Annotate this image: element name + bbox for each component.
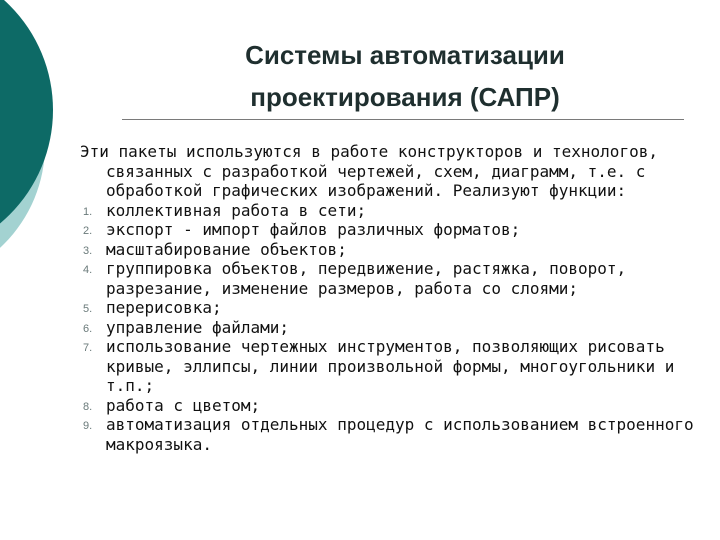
list-number: 1.: [83, 205, 93, 218]
title-line-2: проектирования (САПР): [250, 82, 560, 112]
list-item-text: управление файлами;: [106, 317, 290, 337]
list-number: 5.: [83, 303, 93, 315]
list-item-text: использование чертежных инструментов, позволяющих рисовать кривые, эллипсы, линии произвольной формы, многоугольники и т.п.;: [106, 337, 675, 395]
list-item: [80, 298, 710, 318]
list-number: 8.: [83, 400, 93, 413]
slide-title: [110, 34, 700, 118]
list-item-text: работа с цветом;: [106, 395, 261, 415]
list-item: [80, 220, 710, 240]
list-item-text: масштабирование объектов;: [106, 239, 347, 259]
list-item: [80, 259, 710, 298]
title-line-1: Системы автоматизации: [245, 40, 565, 70]
list-number: 7.: [83, 342, 93, 354]
intro-paragraph: Эти пакеты используются в работе конструкторов и технологов, связанных с разработкой чертежей, схем, диаграмм, т.е. с обработкой графических изображений. Реализуют функции:: [80, 142, 658, 200]
list-number: 6.: [83, 322, 93, 335]
decorative-circles: [0, 0, 80, 290]
functions-list: [80, 201, 710, 455]
list-item: [80, 318, 710, 338]
list-number: 9.: [83, 420, 93, 432]
list-item: [80, 240, 710, 260]
list-item-text: экспорт - импорт файлов различных форматов;: [106, 220, 521, 239]
list-item: [80, 201, 710, 221]
list-item-text: группировка объектов, передвижение, растяжка, поворот, разрезание, изменение размеров, работа со слоями;: [106, 259, 627, 298]
list-item-text: перерисовка;: [106, 298, 222, 317]
list-item-text: коллективная работа в сети;: [106, 200, 367, 220]
title-divider: [122, 119, 684, 120]
list-item: [80, 396, 710, 416]
slide-body: [80, 142, 710, 454]
list-number: 3.: [83, 244, 93, 257]
list-item: [80, 415, 710, 454]
list-item: [80, 337, 710, 396]
list-item-text: автоматизация отдельных процедур с использованием встроенного макроязыка.: [106, 415, 694, 454]
list-number: 2.: [83, 225, 93, 237]
list-number: 4.: [83, 264, 93, 276]
